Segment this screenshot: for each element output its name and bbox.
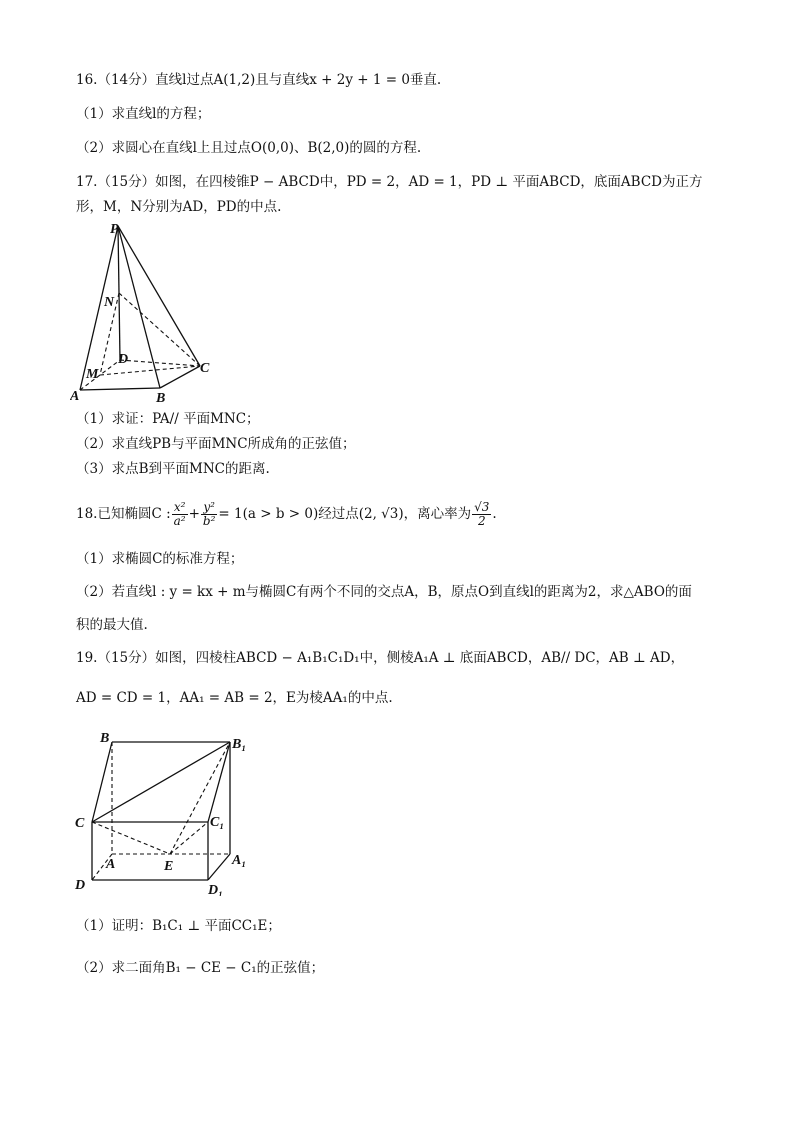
label-P: P	[110, 222, 119, 237]
q19-prism-figure	[70, 726, 255, 896]
frac-den: a²	[173, 514, 186, 528]
label-A: A	[106, 857, 116, 872]
label-D: D	[118, 352, 129, 367]
label-N: N	[104, 295, 115, 310]
label-B: B	[156, 391, 166, 405]
edge-AB	[80, 388, 160, 390]
q18-frac-y2-b2	[201, 501, 218, 528]
label-D1: D₁	[208, 883, 223, 896]
label-B: B	[100, 731, 110, 746]
frac-num: √3	[474, 500, 490, 514]
q16-part1: （1）求直线l的方程；	[76, 106, 211, 122]
label-M: M	[86, 367, 99, 382]
q17-part3: （3）求点B到平面MNC的距离.	[76, 461, 270, 477]
q18-stem-c: .	[492, 506, 497, 522]
plus-sign: +	[188, 506, 200, 522]
frac-num: y²	[201, 501, 218, 515]
edge-CB1	[92, 742, 230, 822]
frac-den: 2	[477, 514, 486, 528]
q16-part2: （2）求圆心在直线l上且过点O(0,0)、B(2,0)的圆的方程.	[76, 140, 422, 156]
q18-frac-x2-a2	[172, 501, 188, 528]
edge-B1C1	[208, 742, 230, 822]
label-C1: C₁	[210, 815, 225, 830]
q17-stem-line1: 17.（15分）如图，在四棱锥P − ABCD中，PD = 2，AD = 1，PD ⊥ 平面ABCD，底面ABCD为正方	[76, 174, 703, 190]
q18-stem	[76, 498, 497, 530]
edge-CE	[92, 822, 170, 854]
frac-den: b²	[202, 514, 216, 528]
label-C: C	[200, 361, 210, 376]
edge-NC	[119, 293, 200, 366]
frac-num: x²	[172, 501, 188, 515]
edge-EC1	[170, 822, 208, 854]
q19-part1: （1）证明：B₁C₁ ⊥ 平面CC₁E；	[76, 918, 281, 934]
label-A: A	[70, 389, 80, 404]
q17-pyramid-figure	[70, 220, 220, 405]
label-C: C	[75, 816, 85, 831]
label-E: E	[164, 859, 174, 874]
q19-part2: （2）求二面角B₁ − CE − C₁的正弦值；	[76, 960, 325, 976]
q18-part2-line2: 积的最大值.	[76, 617, 148, 633]
q16-stem: 16.（14分）直线l过点A(1,2)且与直线x + 2y + 1 = 0垂直.	[76, 72, 442, 88]
q19-stem-line1: 19.（15分）如图，四棱柱ABCD − A₁B₁C₁D₁中，侧棱A₁A ⊥ 底面ABCD，AB// DC，AB ⊥ AD，	[76, 650, 685, 666]
edge-PC	[118, 226, 200, 366]
edge-BC	[92, 742, 112, 822]
edge-DC	[120, 360, 200, 366]
q18-stem-b: = 1(a > b > 0)经过点(2, √3)，离心率为	[218, 506, 472, 522]
q18-part2-line1: （2）若直线l : y = kx + m与椭圆C有两个不同的交点A，B，原点O到直线l的距离为2，求△ABO的面	[76, 584, 692, 600]
q17-stem-line2: 形，M，N分别为AD，PD的中点.	[76, 199, 282, 215]
label-B1: B₁	[232, 737, 247, 752]
q17-part2: （2）求直线PB与平面MNC所成角的正弦值；	[76, 436, 356, 452]
edge-A1D1	[208, 854, 230, 880]
q17-part1: （1）求证：PA// 平面MNC；	[76, 411, 260, 427]
q18-frac-eccentricity	[472, 501, 491, 528]
q19-stem-line2: AD = CD = 1，AA₁ = AB = 2，E为棱AA₁的中点.	[76, 690, 393, 706]
q18-stem-a: 18.已知椭圆C :	[76, 506, 171, 522]
label-D: D	[75, 878, 86, 893]
label-A1: A₁	[232, 853, 247, 868]
q18-part1: （1）求椭圆C的标准方程；	[76, 551, 244, 567]
